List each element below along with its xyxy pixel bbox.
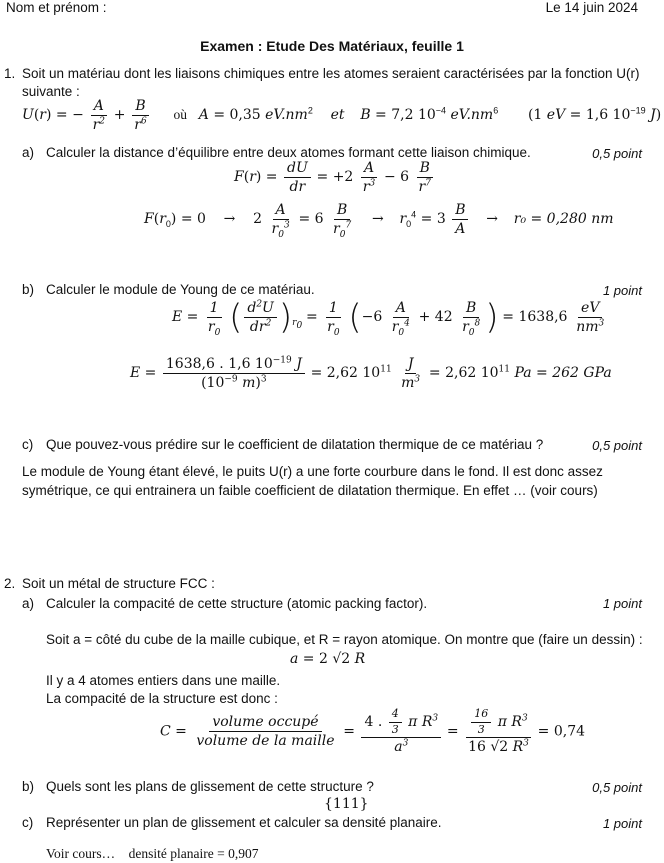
q1c-points: 0,5 point bbox=[592, 438, 642, 453]
q2a-line1: Soit a = côté du cube de la maille cubique, et R = rayon atomique. On montre que (faire un dessin) : bbox=[46, 632, 643, 647]
q2b-points: 0,5 point bbox=[592, 780, 642, 795]
force-equation: F(r) = $\frac{dU}{dr}$ = +2 $\frac{A}{r^3}$ − 6 $\frac{B}{r^7}$ bbox=[234, 160, 431, 196]
q2c-label: c) bbox=[22, 815, 34, 830]
q1-intro: Soit un matériau dont les liaisons chimiques entre les atomes seraient caractérisées par la fonction U(r) bbox=[22, 66, 640, 81]
compacity-equation: C = $\frac{\text{volume occupé}}{\text{volume de la maille}}$ = 4 . $\frac{4}{3}$ π $R^3$ $a^3$ = $\frac{16}{3}$ π $R^3$ 16 √2 $R^3$ = 0,74 bbox=[160, 707, 586, 756]
q1c-text: Que pouvez-vous prédire sur le coefficient de dilatation thermique de ce matériau ? bbox=[46, 437, 544, 452]
q2b-text: Quels sont les plans de glissement de cette structure ? bbox=[46, 779, 374, 794]
q2c-text: Représenter un plan de glissement et calculer sa densité planaire. bbox=[46, 815, 442, 830]
q2a-label: a) bbox=[22, 596, 35, 611]
q2a-line2: Il y a 4 atomes entiers dans une maille. bbox=[46, 673, 281, 688]
q2a-text: Calculer la compacité de cette structure (atomic packing factor). bbox=[46, 596, 428, 611]
q1-number: 1. bbox=[4, 66, 16, 81]
q1a-points: 0,5 point bbox=[592, 146, 642, 161]
q1-intro-cont: suivante : bbox=[22, 84, 80, 99]
q1a-label: a) bbox=[22, 145, 35, 160]
q1a-result: r₀ = 0,280 nm bbox=[513, 211, 614, 228]
young-equation-1: E = $\frac{1}{r_0}$ ( $\frac{d^2U}{dr^2}$ )$_{r_0}$ = $\frac{1}{r_0}$ (−6 $\frac{A}{r_0^4}$ + 42 $\frac{B}{r_0^8}$ ) = 1638,6 $\frac{eV}{nm^3}$ bbox=[172, 297, 605, 338]
potential-equation: U(r) = − $\frac{A}{r^2}$ + $\frac{B}{r^6}$ où A = 0,35 $eV.nm^2$ et B = 7,2 $10^{-4}$ $eV.nm^6$ (1 eV = 1,6 $10^{-19}$ J) bbox=[22, 98, 662, 134]
q2-number: 2. bbox=[4, 576, 16, 591]
q1c-label: c) bbox=[22, 437, 34, 452]
q1c-answer-line2: symétrique, ce qui entrainera un faible coefficient de dilatation thermique. En effet … (voir cours) bbox=[22, 483, 598, 498]
q2b-label: b) bbox=[22, 779, 35, 794]
q2c-answer: Voir cours… densité planaire = 0,907 bbox=[46, 846, 259, 861]
q1a-text: Calculer la distance d’équilibre entre deux atomes formant cette liaison chimique. bbox=[46, 145, 531, 160]
q1b-text: Calculer le module de Young de ce matériau. bbox=[46, 282, 315, 297]
q2a-points: 1 point bbox=[602, 596, 642, 611]
q2a-line3: La compacité de la structure est donc : bbox=[46, 691, 278, 706]
q1c-answer-line1: Le module de Young étant élevé, le puits U(r) a une forte courbure dans le fond. Il est donc assez bbox=[22, 464, 603, 479]
q2c-points: 1 point bbox=[602, 816, 642, 831]
q2a-result: 0,74 bbox=[553, 723, 586, 740]
q2-intro: Soit un métal de structure FCC : bbox=[22, 576, 215, 591]
name-label: Nom et prénom : bbox=[6, 0, 107, 15]
q1b-label: b) bbox=[22, 282, 35, 297]
q1b-points: 1 point bbox=[602, 283, 642, 298]
exam-title: Examen : Etude Des Matériaux, feuille 1 bbox=[200, 38, 464, 54]
exam-date: Le 14 juin 2024 bbox=[545, 0, 638, 15]
equilibrium-equation: $F(r_0) = 0 \to 2$ $\frac{A}{r_0^3}$ = 6 $\frac{B}{r_0^7}$ → $r_0^4 = 3$ $\frac{B}{A}$ → r₀ = 0,280 nm bbox=[144, 202, 614, 240]
q1b-result2: 262 GPa bbox=[552, 365, 612, 382]
lattice-relation: a = 2 √2 R bbox=[290, 651, 366, 667]
q2b-answer: {111} bbox=[324, 796, 369, 812]
q1b-result1: 1638,6 bbox=[518, 309, 568, 326]
young-equation-2: E = $\frac{1638,6 . 1,6 10^{-19} J}{(10^{-9} m)^3}$ = 2,62 $10^{11}$ $\frac{J}{m^3}$ = 2,62 $10^{11}$ Pa = 262 GPa bbox=[130, 355, 612, 392]
